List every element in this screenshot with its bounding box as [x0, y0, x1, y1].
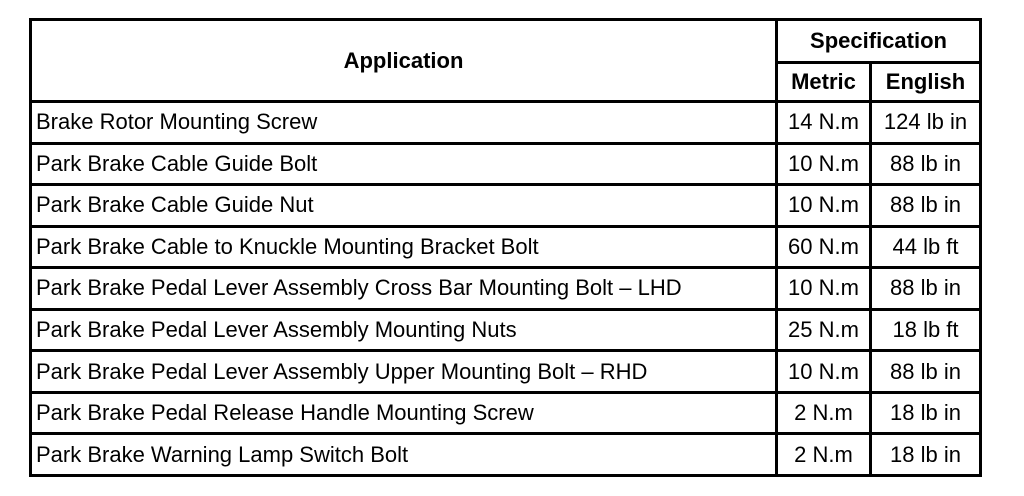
- application-header: Application: [31, 20, 777, 102]
- english-cell: 124 lb in: [871, 102, 981, 144]
- header-row: [31, 20, 981, 63]
- application-cell: Park Brake Pedal Release Handle Mounting Screw: [31, 392, 777, 434]
- table-row: [31, 226, 981, 268]
- application-cell: Park Brake Cable Guide Nut: [31, 185, 777, 227]
- metric-cell: 10 N.m: [777, 185, 871, 227]
- application-cell: Park Brake Pedal Lever Assembly Mounting Nuts: [31, 309, 777, 351]
- metric-cell: 10 N.m: [777, 143, 871, 185]
- table-row: [31, 351, 981, 393]
- table-row: [31, 309, 981, 351]
- table-row: [31, 434, 981, 476]
- english-header: English: [871, 63, 981, 102]
- metric-cell: 2 N.m: [777, 392, 871, 434]
- english-cell: 88 lb in: [871, 185, 981, 227]
- metric-cell: 25 N.m: [777, 309, 871, 351]
- application-cell: Park Brake Pedal Lever Assembly Cross Bar Mounting Bolt – LHD: [31, 268, 777, 310]
- specification-table: [29, 18, 982, 477]
- application-cell: Park Brake Pedal Lever Assembly Upper Mounting Bolt – RHD: [31, 351, 777, 393]
- table-row: [31, 268, 981, 310]
- metric-cell: 60 N.m: [777, 226, 871, 268]
- english-cell: 44 lb ft: [871, 226, 981, 268]
- metric-cell: 10 N.m: [777, 268, 871, 310]
- english-cell: 88 lb in: [871, 351, 981, 393]
- english-cell: 88 lb in: [871, 268, 981, 310]
- english-cell: 88 lb in: [871, 143, 981, 185]
- table-row: [31, 392, 981, 434]
- application-cell: Park Brake Cable Guide Bolt: [31, 143, 777, 185]
- metric-header: Metric: [777, 63, 871, 102]
- english-cell: 18 lb ft: [871, 309, 981, 351]
- table-row: [31, 102, 981, 144]
- metric-cell: 14 N.m: [777, 102, 871, 144]
- specification-header: Specification: [777, 20, 981, 63]
- metric-cell: 10 N.m: [777, 351, 871, 393]
- metric-cell: 2 N.m: [777, 434, 871, 476]
- application-cell: Park Brake Warning Lamp Switch Bolt: [31, 434, 777, 476]
- application-cell: Park Brake Cable to Knuckle Mounting Bracket Bolt: [31, 226, 777, 268]
- table-row: [31, 185, 981, 227]
- table-row: [31, 143, 981, 185]
- english-cell: 18 lb in: [871, 392, 981, 434]
- application-cell: Brake Rotor Mounting Screw: [31, 102, 777, 144]
- english-cell: 18 lb in: [871, 434, 981, 476]
